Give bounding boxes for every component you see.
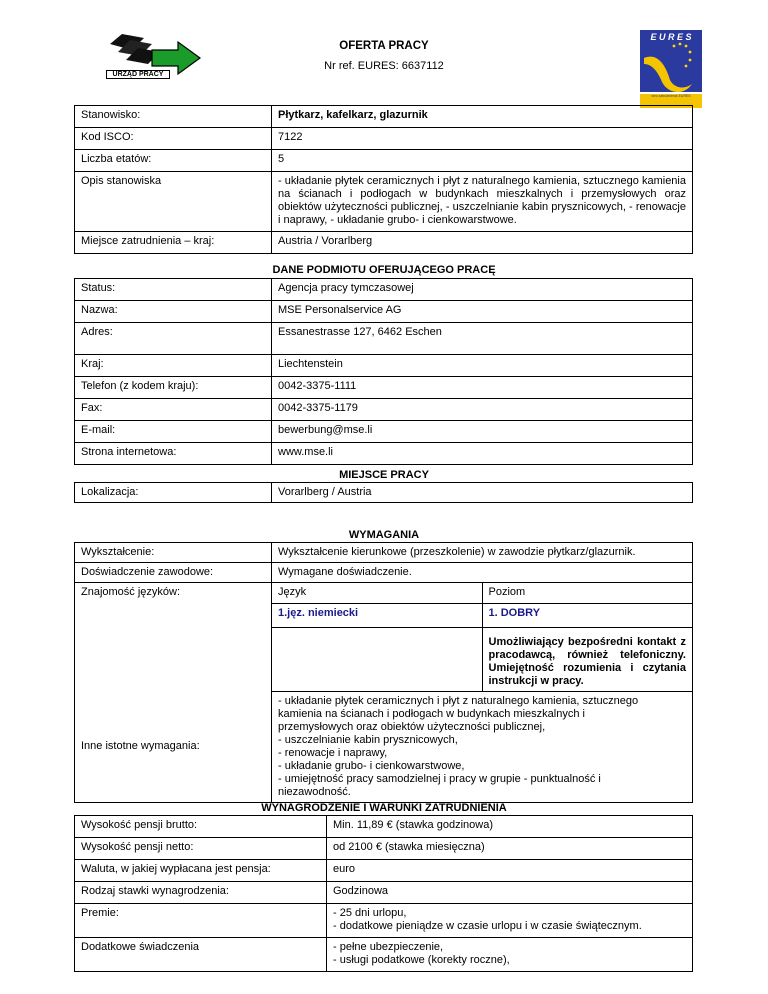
language-level: 1. DOBRY: [482, 603, 692, 627]
rate-type-label: Rodzaj stawki wynagrodzenia:: [75, 882, 327, 904]
education-value: Wykształcenie kierunkowe (przeszkolenie) w zawodzie płytkarz/glazurnik.: [272, 543, 693, 563]
isco-value: 7122: [272, 128, 693, 150]
website-label: Strona internetowa:: [75, 443, 272, 465]
email-value: bewerbung@mse.li: [272, 421, 693, 443]
table-row: [75, 483, 693, 503]
level-column-header: Poziom: [482, 583, 692, 603]
languages-cell: [272, 583, 693, 692]
table-row: [75, 583, 693, 692]
employer-table: [74, 278, 693, 465]
description-label: Opis stanowiska: [75, 172, 272, 232]
table-row: [75, 691, 693, 802]
rate-type-value: Godzinowa: [327, 882, 693, 904]
table-row: [75, 279, 693, 301]
positions-label: Liczba etatów:: [75, 150, 272, 172]
table-row: [75, 355, 693, 377]
name-value: MSE Personalservice AG: [272, 301, 693, 323]
employer-heading: DANE PODMIOTU OFERUJĄCEGO PRACĘ: [272, 264, 496, 276]
description-value: - układanie płytek ceramicznych i płyt z naturalnego kamienia, sztucznego kamienia na ścianach i podłogach w budynkach mieszkalnych i przemysłowych oraz obiektów użyteczności publicznej, - uszczelnianie kabin prysznicowych, - renowacje i naprawy, - układanie grubo- i cienkowarstwowe.: [272, 172, 693, 232]
table-row: [75, 128, 693, 150]
table-row: [75, 882, 693, 904]
eures-logo-text: E U R E S: [650, 32, 692, 42]
experience-value: Wymagane doświadczenie.: [272, 563, 693, 583]
status-label: Status:: [75, 279, 272, 301]
other-line: przemysłowych oraz obiektów użyteczności publicznej,: [278, 720, 546, 733]
email-label: E-mail:: [75, 421, 272, 443]
website-value: www.mse.li: [272, 443, 693, 465]
phone-value: 0042-3375-1111: [272, 377, 693, 399]
net-salary-value: od 2100 € (stawka miesięczna): [327, 838, 693, 860]
other-requirements-label: Inne istotne wymagania:: [75, 691, 272, 802]
other-line: - umiejętność pracy samodzielnej i pracy w grupie - punktualność i: [278, 772, 601, 785]
name-label: Nazwa:: [75, 301, 272, 323]
other-line: - renowacje i naprawy,: [278, 746, 388, 759]
benefits-value: - pełne ubezpieczenie, - usługi podatkowe (korekty roczne),: [327, 938, 693, 972]
table-row: [75, 421, 693, 443]
language-note: Umożliwiający bezpośredni kontakt z pracodawcą, również telefoniczny. Umiejętność rozumienia i czytania instrukcji w pracy.: [482, 627, 692, 691]
table-row: [75, 323, 693, 355]
job-title: Płytkarz, kafelkarz, glazurnik: [272, 106, 693, 128]
gross-salary-value: Min. 11,89 € (stawka godzinowa): [327, 816, 693, 838]
table-row: [75, 543, 693, 563]
table-row: [75, 172, 693, 232]
requirements-heading: WYMAGANIA: [348, 529, 420, 541]
eures-reference: Nr ref. EURES: 6637112: [324, 60, 444, 72]
currency-label: Waluta, w jakiej wypłacana jest pensja:: [75, 860, 327, 882]
table-row: [75, 860, 693, 882]
phone-label: Telefon (z kodem kraju):: [75, 377, 272, 399]
languages-table: [272, 583, 692, 691]
table-row: [75, 106, 693, 128]
other-line: niezawodność.: [278, 785, 351, 798]
positions-value: 5: [272, 150, 693, 172]
salary-heading: WYNAGRODZENIE I WARUNKI ZATRUDNIENIA: [261, 802, 507, 814]
status-value: Agencja pracy tymczasowej: [272, 279, 693, 301]
gross-salary-label: Wysokość pensji brutto:: [75, 816, 327, 838]
page-title: OFERTA PRACY: [339, 40, 429, 52]
country-value: Austria / Vorarlberg: [272, 232, 693, 254]
location-label: Lokalizacja:: [75, 483, 272, 503]
table-row: [75, 938, 693, 972]
other-line: kamienia na ścianach i podłogach w budynkach mieszkalnych i: [278, 707, 585, 720]
bonus-value: - 25 dni urlopu, - dodatkowe pieniądze w czasie urlopu i w czasie świątecznym.: [327, 904, 693, 938]
table-row: [75, 399, 693, 421]
salary-table: [74, 815, 693, 972]
job-table: [74, 105, 693, 254]
fax-value: 0042-3375-1179: [272, 399, 693, 421]
education-label: Wykształcenie:: [75, 543, 272, 563]
currency-value: euro: [327, 860, 693, 882]
bonus-label: Premie:: [75, 904, 327, 938]
experience-label: Doświadczenie zawodowe:: [75, 563, 272, 583]
address-value: Essanestrasse 127, 6462 Eschen: [272, 323, 693, 355]
net-salary-label: Wysokość pensji netto:: [75, 838, 327, 860]
language-name: 1.jęz. niemiecki: [272, 603, 482, 627]
location-value: Vorarlberg / Austria: [272, 483, 693, 503]
other-line: - układanie grubo- i cienkowarstwowe,: [278, 759, 465, 772]
table-row: [75, 301, 693, 323]
table-row: [75, 443, 693, 465]
eures-logo-subtext: sieć zatrudnienia EURES: [651, 94, 691, 98]
table-row: [75, 377, 693, 399]
table-row: [75, 816, 693, 838]
place-heading: MIEJSCE PRACY: [339, 469, 429, 481]
table-row: [75, 838, 693, 860]
table-row: [75, 904, 693, 938]
other-requirements-value: [272, 691, 693, 802]
country-label: Kraj:: [75, 355, 272, 377]
other-line: - uszczelnianie kabin prysznicowych,: [278, 733, 458, 746]
table-row: [75, 563, 693, 583]
place-table: [74, 482, 693, 503]
country-label: Miejsce zatrudnienia – kraj:: [75, 232, 272, 254]
isco-label: Kod ISCO:: [75, 128, 272, 150]
language-column-header: Język: [272, 583, 482, 603]
table-row: [75, 232, 693, 254]
language-empty-cell: [272, 627, 482, 691]
fax-label: Fax:: [75, 399, 272, 421]
country-value: Liechtenstein: [272, 355, 693, 377]
benefits-label: Dodatkowe świadczenia: [75, 938, 327, 972]
job-label: Stanowisko:: [75, 106, 272, 128]
address-label: Adres:: [75, 323, 272, 355]
table-row: [75, 150, 693, 172]
languages-label: Znajomość języków:: [75, 583, 272, 692]
urzad-pracy-logo-text: URZĄD PRACY: [106, 70, 170, 79]
requirements-table: [74, 542, 693, 803]
other-line: - układanie płytek ceramicznych i płyt z naturalnego kamienia, sztucznego: [278, 694, 639, 707]
